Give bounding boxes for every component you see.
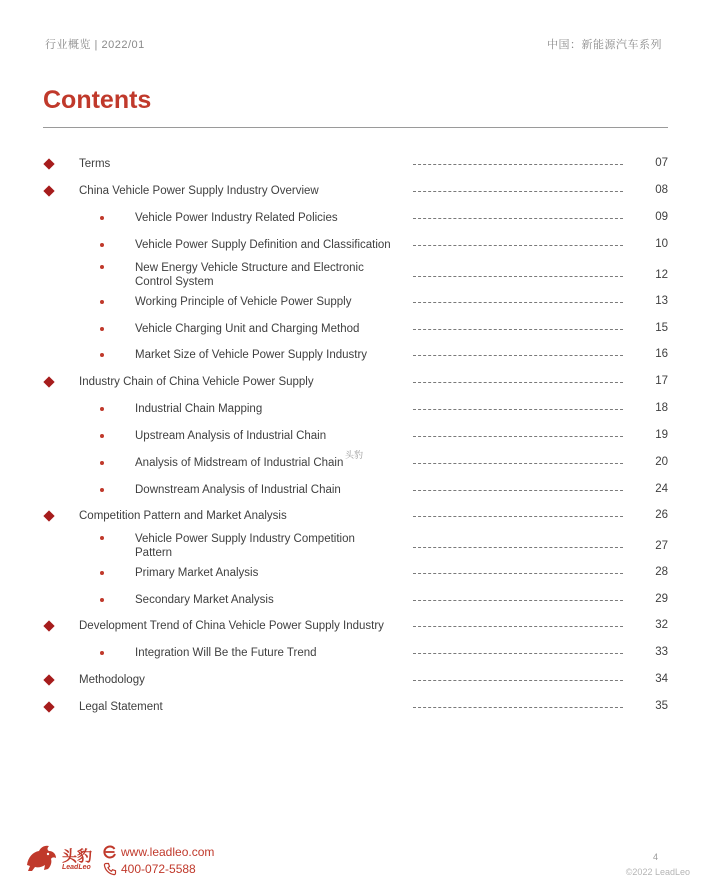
header-left: 行业概览 | 2022/01: [45, 39, 145, 51]
toc-entry-label: Vehicle Power Supply Definition and Classification: [135, 239, 391, 251]
toc-entry-label: Vehicle Power Supply Industry Competition Pattern: [135, 533, 355, 559]
toc-entry-page-number: 33: [655, 646, 668, 658]
toc-entry-page-number: 20: [655, 456, 668, 468]
toc-entry-label: Competition Pattern and Market Analysis: [79, 510, 287, 522]
toc-entry-label: Downstream Analysis of Industrial Chain: [135, 484, 341, 496]
diamond-bullet-icon: [43, 701, 54, 712]
diamond-bullet-icon: [43, 674, 54, 685]
dot-bullet-icon: [100, 434, 104, 438]
diamond-bullet-icon: [43, 376, 54, 387]
toc-entry[interactable]: [0, 316, 710, 342]
dot-bullet-icon: [100, 571, 104, 575]
toc-entry-page-number: 13: [655, 295, 668, 307]
toc-entry-page-number: 35: [655, 700, 668, 712]
dot-bullet-icon: [100, 598, 104, 602]
toc-leader-dashes: [413, 164, 623, 165]
diamond-bullet-icon: [43, 510, 54, 521]
toc-entry[interactable]: [0, 178, 710, 204]
logo-english: LeadLeo: [62, 864, 91, 871]
toc-leader-dashes: [413, 436, 623, 437]
toc-entry-page-number: 27: [655, 540, 668, 552]
toc-entry[interactable]: [0, 396, 710, 422]
watermark: 头豹: [345, 450, 364, 460]
toc-entry[interactable]: [0, 694, 710, 720]
page-number: 4: [652, 852, 658, 862]
title-divider: [43, 127, 668, 128]
toc-entry[interactable]: [0, 530, 710, 564]
web-icon: [103, 845, 117, 859]
toc-entry-page-number: 19: [655, 429, 668, 441]
toc-leader-dashes: [413, 600, 623, 601]
toc-leader-dashes: [413, 382, 623, 383]
copyright: ©2022 LeadLeo: [625, 867, 690, 877]
toc-entry-page-number: 18: [655, 402, 668, 414]
toc-entry[interactable]: [0, 423, 710, 449]
toc-entry-label: Industrial Chain Mapping: [135, 403, 263, 415]
leadleo-logo-icon: [24, 843, 58, 873]
toc-entry-label: Working Principle of Vehicle Power Supply: [135, 296, 352, 308]
toc-entry-label: Industry Chain of China Vehicle Power Supply: [79, 376, 314, 388]
dot-bullet-icon: [100, 300, 104, 304]
toc-entry-page-number: 09: [655, 211, 668, 223]
toc-leader-dashes: [413, 302, 623, 303]
toc-leader-dashes: [413, 653, 623, 654]
toc-entry-page-number: 15: [655, 322, 668, 334]
toc-entry-page-number: 24: [655, 483, 668, 495]
toc-leader-dashes: [413, 245, 623, 246]
toc-leader-dashes: [413, 329, 623, 330]
logo-chinese: 头豹: [62, 847, 93, 865]
toc-entry-page-number: 34: [655, 673, 668, 685]
toc-entry-page-number: 17: [655, 375, 668, 387]
toc-entry-label: Upstream Analysis of Industrial Chain: [135, 430, 327, 442]
toc-leader-dashes: [413, 573, 623, 574]
dot-bullet-icon: [100, 243, 104, 247]
diamond-bullet-icon: [43, 185, 54, 196]
toc-entry-page-number: 28: [655, 566, 668, 578]
header-right: 中国：新能源汽车系列: [547, 39, 662, 51]
toc-leader-dashes: [413, 409, 623, 410]
toc-entry-page-number: 08: [655, 184, 668, 196]
toc-entry[interactable]: [0, 232, 710, 258]
toc-entry[interactable]: [0, 342, 710, 368]
toc-leader-dashes: [413, 626, 623, 627]
toc-entry-label: Methodology: [79, 674, 145, 686]
phone-number: 400-072-5588: [121, 862, 196, 876]
phone-icon: [103, 862, 117, 876]
dot-bullet-icon: [100, 265, 104, 269]
toc-entry[interactable]: [0, 613, 710, 639]
dot-bullet-icon: [100, 651, 104, 655]
dot-bullet-icon: [100, 216, 104, 220]
toc-entry-label: Development Trend of China Vehicle Power Supply Industry: [79, 620, 384, 632]
toc-entry-label: China Vehicle Power Supply Industry Overview: [79, 185, 319, 197]
toc-entry-label: Vehicle Charging Unit and Charging Method: [135, 323, 360, 335]
toc-entry-page-number: 16: [655, 348, 668, 360]
toc-entry[interactable]: [0, 259, 710, 293]
toc-entry[interactable]: [0, 560, 710, 586]
toc-entry-label: Analysis of Midstream of Industrial Chain: [135, 457, 344, 469]
toc-entry-label: Legal Statement: [79, 701, 163, 713]
toc-leader-dashes: [413, 276, 623, 277]
toc-leader-dashes: [413, 680, 623, 681]
toc-entry[interactable]: [0, 289, 710, 315]
dot-bullet-icon: [100, 461, 104, 465]
dot-bullet-icon: [100, 536, 104, 540]
toc-entry-label: New Energy Vehicle Structure and Electronic Control System: [135, 262, 364, 288]
toc-entry[interactable]: [0, 587, 710, 613]
toc-entry[interactable]: [0, 640, 710, 666]
toc-entry[interactable]: [0, 369, 710, 395]
toc-entry-page-number: 07: [655, 157, 668, 169]
toc-leader-dashes: [413, 547, 623, 548]
toc-entry[interactable]: [0, 667, 710, 693]
toc-leader-dashes: [413, 707, 623, 708]
toc-entry-label: Integration Will Be the Future Trend: [135, 647, 317, 659]
toc-leader-dashes: [413, 355, 623, 356]
toc-leader-dashes: [413, 191, 623, 192]
toc-entry-label: Terms: [79, 158, 111, 170]
dot-bullet-icon: [100, 327, 104, 331]
toc-entry[interactable]: [0, 477, 710, 503]
toc-entry-label: Secondary Market Analysis: [135, 594, 274, 606]
toc-entry-page-number: 29: [655, 593, 668, 605]
website-link[interactable]: www.leadleo.com: [121, 845, 215, 859]
diamond-bullet-icon: [43, 620, 54, 631]
toc-leader-dashes: [413, 516, 623, 517]
toc-entry[interactable]: [0, 151, 710, 177]
dot-bullet-icon: [100, 407, 104, 411]
toc-entry[interactable]: [0, 205, 710, 231]
toc-entry-label: Primary Market Analysis: [135, 567, 259, 579]
toc-leader-dashes: [413, 463, 623, 464]
toc-entry-page-number: 12: [655, 269, 668, 281]
toc-entry-label: Market Size of Vehicle Power Supply Industry: [135, 349, 368, 361]
diamond-bullet-icon: [43, 158, 54, 169]
toc-entry-page-number: 10: [655, 238, 668, 250]
toc-entry-page-number: 32: [655, 619, 668, 631]
toc-leader-dashes: [413, 218, 623, 219]
toc-entry[interactable]: [0, 503, 710, 529]
toc-leader-dashes: [413, 490, 623, 491]
toc-entry-label: Vehicle Power Industry Related Policies: [135, 212, 338, 224]
toc-entry-page-number: 26: [655, 509, 668, 521]
page-title: Contents: [43, 86, 152, 114]
dot-bullet-icon: [100, 488, 104, 492]
dot-bullet-icon: [100, 353, 104, 357]
